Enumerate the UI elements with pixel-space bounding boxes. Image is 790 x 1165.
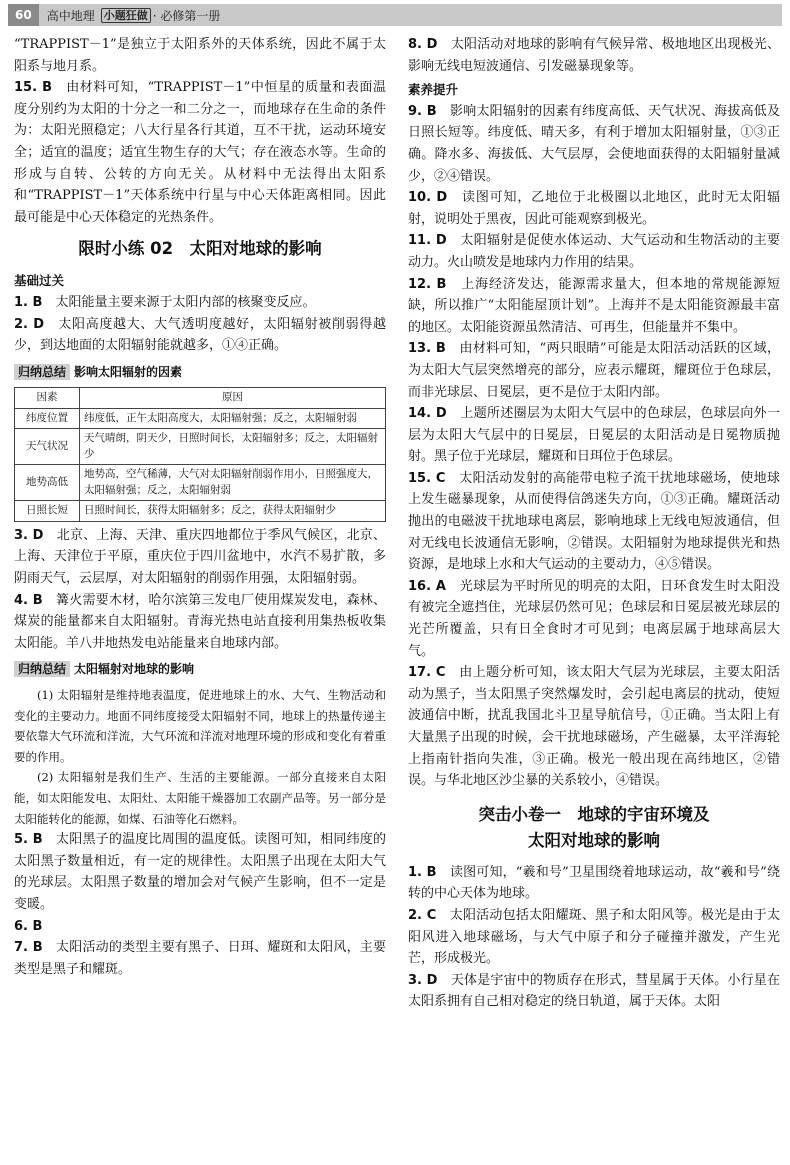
answer-item bbox=[14, 77, 386, 228]
table-row bbox=[15, 465, 386, 501]
answer-number: 3. D bbox=[14, 527, 44, 543]
summary-paragraph: (1) 太阳辐射是维持地表温度，促进地球上的水、大气、生物活动和变化的主要动力。地面不同纬度接受太阳辐射不同，地球上的热量传递主要依靠大气环流和洋流，大气环流和洋流对地理环境的形成和变化有着重要的作用。 bbox=[14, 687, 386, 764]
answer-text: 太阳活动发射的高能带电粒子流干扰地球磁场，使地球上发生磁暴现象，从而使得信鸽迷失方向，①③正确。耀斑活动抛出的电磁波干扰地球电离层，影响地球上无线电短波通信，但对无线电长波通信无影响，②错误。太阳辐射为地球提供光和热资源，是地球上水和大气运动的主要动力，④⑤错误。 bbox=[408, 470, 780, 573]
answer-number: 8. D bbox=[408, 37, 438, 52]
table-row bbox=[15, 429, 386, 465]
answer-number: 17. C bbox=[408, 665, 446, 681]
summary-title: 太阳辐射对地球的影响 bbox=[74, 662, 195, 677]
answer-text: 光球层为平时所见的明亮的太阳，日环食发生时太阳没有被完全遮挡住，光球层仍然可见；色球层和日冕层被光球层的光芒所覆盖，只有日全食时才可见到；电离层属于地球高层大气。 bbox=[408, 578, 780, 659]
answer-item bbox=[14, 937, 386, 980]
answer-item bbox=[408, 468, 780, 576]
answer-item bbox=[408, 403, 780, 468]
section-title-line: 太阳对地球的影响 bbox=[528, 830, 660, 850]
answer-text: 太阳黑子的温度比周围的温度低。读图可知，相同纬度的太阳黑子数量相近，有一定的规律性。太阳黑子出现在太阳大气的光球层。太阳黑子数量的增加会对气候产生影响，但不一定是变暖。 bbox=[14, 832, 386, 912]
table-cell: 地势高，空气稀薄，大气对太阳辐射削弱作用小，日照强度大，太阳辐射强；反之，太阳辐射弱 bbox=[80, 465, 386, 501]
table-cell: 纬度位置 bbox=[15, 408, 80, 429]
answer-number: 1. B bbox=[14, 294, 43, 310]
answer-number: 3. D bbox=[408, 972, 438, 988]
answer-item bbox=[408, 970, 780, 1013]
summary-heading bbox=[14, 659, 386, 681]
answer-number: 2. D bbox=[14, 316, 44, 332]
book-subtitle: · 必修第一册 bbox=[152, 8, 221, 23]
answer-number: 16. A bbox=[408, 578, 446, 594]
answer-number: 7. B bbox=[14, 940, 43, 956]
subsection-title: 基础过关 bbox=[14, 273, 65, 289]
table-cell: 纬度低，正午太阳高度大，太阳辐射强；反之，太阳辐射弱 bbox=[80, 408, 386, 429]
brand-logo: 小题狂做 bbox=[101, 8, 151, 23]
answer-item bbox=[408, 101, 780, 187]
answer-item bbox=[408, 338, 780, 403]
answer-text: 天体是宇宙中的物质存在形式，彗星属于天体。小行星在太阳系拥有自己相对稳定的绕日轨道，属于天体。太阳 bbox=[408, 972, 780, 1010]
answer-item bbox=[14, 590, 386, 655]
answer-text: 篝火需要木材，哈尔滨第三发电厂使用煤炭发电，森林、煤炭的能量都来自太阳辐射。青海光热电站直接利用集热板收集太阳能。羊八井地热发电站能量来自地球内部。 bbox=[14, 592, 386, 651]
section-title bbox=[408, 802, 780, 854]
answer-text: 北京、上海、天津、重庆四地都位于季风气候区，北京、上海、天津位于平原，重庆位于四川盆地中，水汽不易扩散，多阴雨天气，云层厚，对太阳辐射的削弱作用强，太阳辐射弱。 bbox=[14, 527, 386, 586]
answer-text: 影响太阳辐射的因素有纬度高低、天气状况、海拔高低及日照长短等。纬度低、晴天多，有利于增加太阳辐射量，①③正确。降水多、海拔低、大气层厚，会使地面获得的太阳辐射量减少，②④错误。 bbox=[408, 103, 780, 184]
answer-number: 4. B bbox=[14, 592, 43, 608]
summary-paragraph: (2) 太阳辐射是我们生产、生活的主要能源。一部分直接来自太阳能，如太阳能发电、太阳灶、太阳能干燥器加工农副产品等。另一部分是太阳能转化的能源，如煤、石油等化石燃料。 bbox=[14, 770, 386, 826]
answer-number: 1. B bbox=[408, 864, 437, 880]
table-cell: 天气状况 bbox=[15, 429, 80, 465]
table-header: 原因 bbox=[80, 388, 386, 409]
table-header: 因素 bbox=[15, 388, 80, 409]
answer-item bbox=[14, 916, 386, 938]
answer-item bbox=[408, 34, 780, 77]
answer-text: 太阳活动的类型主要有黑子、日珥、耀斑和太阳风，主要类型是黑子和耀斑。 bbox=[14, 940, 386, 977]
answer-item bbox=[408, 662, 780, 792]
answer-item bbox=[408, 862, 780, 905]
table-row bbox=[15, 408, 386, 429]
summary-heading bbox=[14, 362, 386, 384]
answer-number: 15. C bbox=[408, 470, 446, 486]
answer-text: 上海经济发达，能源需求量大，但本地的常规能源短缺，所以推广“太阳能屋顶计划”。上海并不是太阳能资源最丰富的地区。太阳能资源虽然清洁、可再生，但能量并不集中。 bbox=[408, 276, 780, 335]
answer-item bbox=[14, 525, 386, 590]
answer-text: 读图可知，乙地位于北极圈以北地区，此时无太阳辐射，说明处于黑夜，因此可能观察到极光。 bbox=[408, 190, 780, 227]
answer-item bbox=[408, 576, 780, 662]
summary-tag: 归纳总结 bbox=[14, 661, 70, 677]
subsection-title: 素养提升 bbox=[408, 82, 459, 98]
answer-text: 读图可知，“羲和号”卫星围绕着地球运动，故“羲和号”绕转的中心天体为地球。 bbox=[408, 864, 780, 902]
right-column bbox=[408, 34, 780, 1013]
page-number: 60 bbox=[8, 4, 39, 26]
summary-body bbox=[14, 685, 386, 829]
answer-number: 11. D bbox=[408, 233, 447, 249]
answer-number: 12. B bbox=[408, 276, 447, 292]
answer-text: 上题所述圈层为太阳大气层中的色球层，色球层向外一层为太阳大气层中的日冕层，日冕层的太阳活动是日冕物质抛射。黑子位于光球层，耀斑和日珥位于色球层。 bbox=[408, 406, 780, 465]
answer-number: 2. C bbox=[408, 907, 437, 923]
answer-text: 太阳活动包括太阳耀斑、黑子和太阳风等。极光是由于太阳风进入地球磁场，与大气中原子和分子碰撞并激发，产生光芒，形成极光。 bbox=[408, 907, 780, 967]
table-cell: 地势高低 bbox=[15, 465, 80, 501]
table-row bbox=[15, 501, 386, 522]
book-title: 高中地理 bbox=[46, 8, 95, 23]
answer-text: 由上题分析可知，该太阳大气层为光球层，主要太阳活动为黑子，当太阳黑子突然爆发时，会引起电离层的扰动，使短波通信中断，扰乱我国北斗卫星导航信号，①正确。当太阳上有大量黑子出现的时候，会干扰地球磁场，产生磁暴，太平洋海轮上指南针指向失准，③正确。极光一般出现在高纬地区，②错误。与华北地区沙尘暴的关系较小，④错误。 bbox=[408, 665, 780, 789]
summary-title: 影响太阳辐射的因素 bbox=[74, 364, 183, 379]
answer-item bbox=[408, 905, 780, 970]
answer-number: 6. B bbox=[14, 918, 43, 934]
answer-text: 太阳辐射是促使水体运动、大气运动和生物活动的主要动力。火山喷发是地球内力作用的结果。 bbox=[408, 233, 780, 270]
page-header bbox=[8, 4, 782, 26]
table-cell: 日照时间长，获得太阳辐射多；反之，获得太阳辐射少 bbox=[80, 501, 386, 522]
answer-number: 9. B bbox=[408, 103, 437, 119]
answer-item bbox=[14, 292, 386, 314]
answer-number: 15. B bbox=[14, 80, 53, 96]
answer-text: 太阳活动对地球的影响有气候异常、极地地区出现极光、影响无线电短波通信、引发磁暴现象等。 bbox=[408, 37, 780, 74]
answer-text: 太阳高度越大、大气透明度越好，太阳辐射被削弱得越少，到达地面的太阳辐射能就越多，①④正确。 bbox=[14, 316, 386, 354]
answer-item bbox=[14, 829, 386, 915]
answer-continuation: “TRAPPIST－1”是独立于太阳系外的天体系统，因此不属于太阳系与地月系。 bbox=[14, 37, 386, 74]
answer-number: 10. D bbox=[408, 190, 448, 206]
answer-text: 太阳能量主要来源于太阳内部的核聚变反应。 bbox=[55, 294, 316, 310]
answer-item bbox=[408, 230, 780, 273]
answer-text: 由材料可知，“TRAPPIST－1”中恒星的质量和表面温度分别约为太阳的十分之一和二分之一，而地球存在生命的条件为：太阳光照稳定；八大行星各行其道，互不干扰，运动环境安全；适宜的温度；适宜生物生存的大气；存在液态水等。生命的形成与自转、公转的方向无关。从材料中无法得出太阳系和“TRAPPIST－1”天体系统中行星与中心天体距离相同。因此最可能是中心天体稳定的光热条件。 bbox=[14, 80, 386, 225]
table-cell: 日照长短 bbox=[15, 501, 80, 522]
left-column bbox=[14, 34, 386, 980]
summary-tag: 归纳总结 bbox=[14, 364, 70, 380]
section-title-line: 突击小卷一 地球的宇宙环境及 bbox=[478, 804, 710, 824]
answer-number: 14. D bbox=[408, 406, 447, 422]
answer-text: 由材料可知，“两只眼睛”可能是太阳活动活跃的区域，为太阳大气层突然增亮的部分，应表示耀斑，耀斑位于色球层，而非光球层、日冕层，更不是位于太阳内部。 bbox=[408, 341, 780, 400]
factors-table bbox=[14, 387, 386, 522]
table-cell: 天气晴朗，阴天少，日照时间长，太阳辐射多；反之，太阳辐射少 bbox=[80, 429, 386, 465]
answer-item bbox=[14, 314, 386, 357]
answer-number: 5. B bbox=[14, 832, 43, 848]
answer-item bbox=[408, 274, 780, 339]
answer-item bbox=[408, 187, 780, 230]
section-title: 限时小练 02 太阳对地球的影响 bbox=[78, 239, 322, 259]
answer-number: 13. B bbox=[408, 341, 446, 357]
